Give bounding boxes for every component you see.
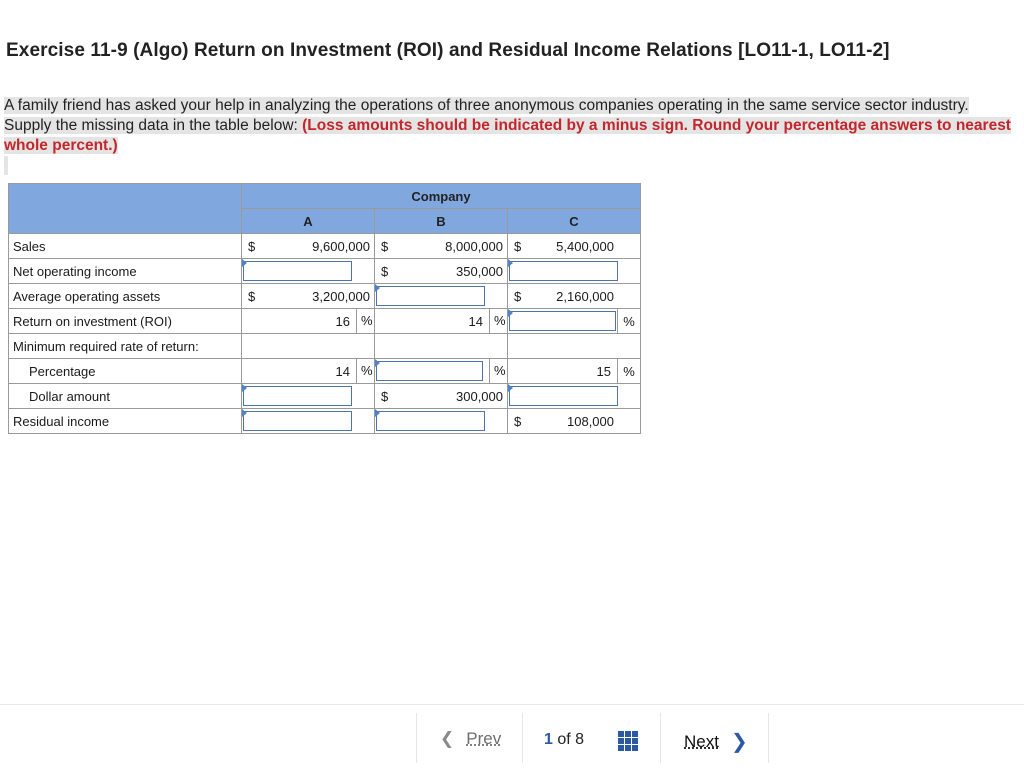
table-row-min-rate — [9, 334, 641, 359]
noi-c-input[interactable] — [509, 261, 618, 281]
instructions-marker — [4, 156, 8, 175]
roi-a-value: 16 — [335, 313, 350, 329]
percentage-b-input[interactable] — [376, 361, 483, 381]
input-flag-icon — [508, 259, 513, 267]
table-row-percentage — [9, 359, 641, 384]
current-page: 1 — [544, 731, 553, 748]
instructions — [4, 96, 1020, 156]
table-row-dollar — [9, 384, 641, 409]
input-flag-icon — [375, 359, 380, 367]
column-a-header: A — [242, 209, 375, 234]
currency-symbol: $ — [514, 288, 522, 304]
table-row-residual — [9, 409, 641, 434]
input-flag-icon — [508, 309, 513, 317]
prev-label: Prev — [466, 729, 502, 748]
percentage-c-value: 15 — [596, 363, 611, 379]
input-flag-icon — [242, 259, 247, 267]
percent-symbol: % — [489, 309, 507, 333]
currency-symbol: $ — [514, 238, 522, 254]
percentage-a-value: 14 — [335, 363, 350, 379]
chevron-left-icon: ❮ — [440, 729, 455, 748]
footer-nav — [0, 704, 1024, 770]
total-pages: 8 — [575, 731, 585, 748]
table-row-sales — [9, 234, 641, 259]
residual-a-input[interactable] — [243, 411, 352, 431]
chevron-right-icon: ❯ — [730, 731, 748, 753]
data-table — [8, 183, 641, 434]
row-label: Net operating income — [9, 259, 242, 284]
dollar-a-input[interactable] — [243, 386, 352, 406]
table-row-assets — [9, 284, 641, 309]
row-label: Return on investment (ROI) — [9, 309, 242, 334]
noi-a-input[interactable] — [243, 261, 352, 281]
residual-c-value: 108,000 — [567, 413, 614, 429]
input-flag-icon — [375, 284, 380, 292]
page-indicator — [544, 731, 584, 749]
table-row-noi — [9, 259, 641, 284]
grid-view-icon[interactable] — [618, 731, 638, 751]
instructions-text: A family friend has asked your help in analyzing the operations of three anonymous companies operating in the same service sector industry. Supply the missing data in the table below: — [4, 97, 969, 134]
page-of: of — [557, 731, 571, 748]
next-button[interactable] — [684, 729, 748, 754]
input-flag-icon — [375, 409, 380, 417]
roi-b-value: 14 — [468, 313, 483, 329]
percent-symbol: % — [489, 359, 507, 383]
sales-a-value: 9,600,000 — [312, 238, 370, 254]
column-c-header: C — [508, 209, 641, 234]
dollar-b-value: 300,000 — [456, 388, 503, 404]
table-row-roi — [9, 309, 641, 334]
percent-symbol: % — [618, 309, 641, 334]
currency-symbol: $ — [248, 238, 256, 254]
input-flag-icon — [242, 384, 247, 392]
assets-c-value: 2,160,000 — [556, 288, 614, 304]
column-b-header: B — [375, 209, 508, 234]
page-title: Exercise 11-9 (Algo) Return on Investment (ROI) and Residual Income Relations [LO11-1, LO11-2] — [6, 40, 890, 61]
row-label: Average operating assets — [9, 284, 242, 309]
header-blank — [9, 184, 242, 234]
row-label: Dollar amount — [9, 384, 242, 409]
instructions-emphasis: (Loss amounts should be indicated by a minus sign. Round your percentage answers to nearest whole percent.) — [4, 117, 1011, 154]
assets-a-value: 3,200,000 — [312, 288, 370, 304]
dollar-c-input[interactable] — [509, 386, 618, 406]
noi-b-value: 350,000 — [456, 263, 503, 279]
assets-b-input[interactable] — [376, 286, 485, 306]
input-flag-icon — [242, 409, 247, 417]
sales-c-value: 5,400,000 — [556, 238, 614, 254]
row-label: Percentage — [9, 359, 242, 384]
company-header: Company — [242, 184, 641, 209]
roi-c-input[interactable] — [509, 311, 616, 331]
currency-symbol: $ — [248, 288, 256, 304]
percent-symbol: % — [356, 359, 374, 383]
currency-symbol: $ — [381, 263, 389, 279]
row-label: Sales — [9, 234, 242, 259]
next-label: Next — [684, 731, 719, 751]
percent-symbol: % — [618, 359, 641, 384]
currency-symbol: $ — [381, 238, 389, 254]
row-label: Minimum required rate of return: — [9, 334, 242, 359]
currency-symbol: $ — [381, 388, 389, 404]
percent-symbol: % — [356, 309, 374, 333]
sales-b-value: 8,000,000 — [445, 238, 503, 254]
prev-button[interactable] — [440, 729, 501, 749]
residual-b-input[interactable] — [376, 411, 485, 431]
row-label: Residual income — [9, 409, 242, 434]
currency-symbol: $ — [514, 413, 522, 429]
input-flag-icon — [508, 384, 513, 392]
